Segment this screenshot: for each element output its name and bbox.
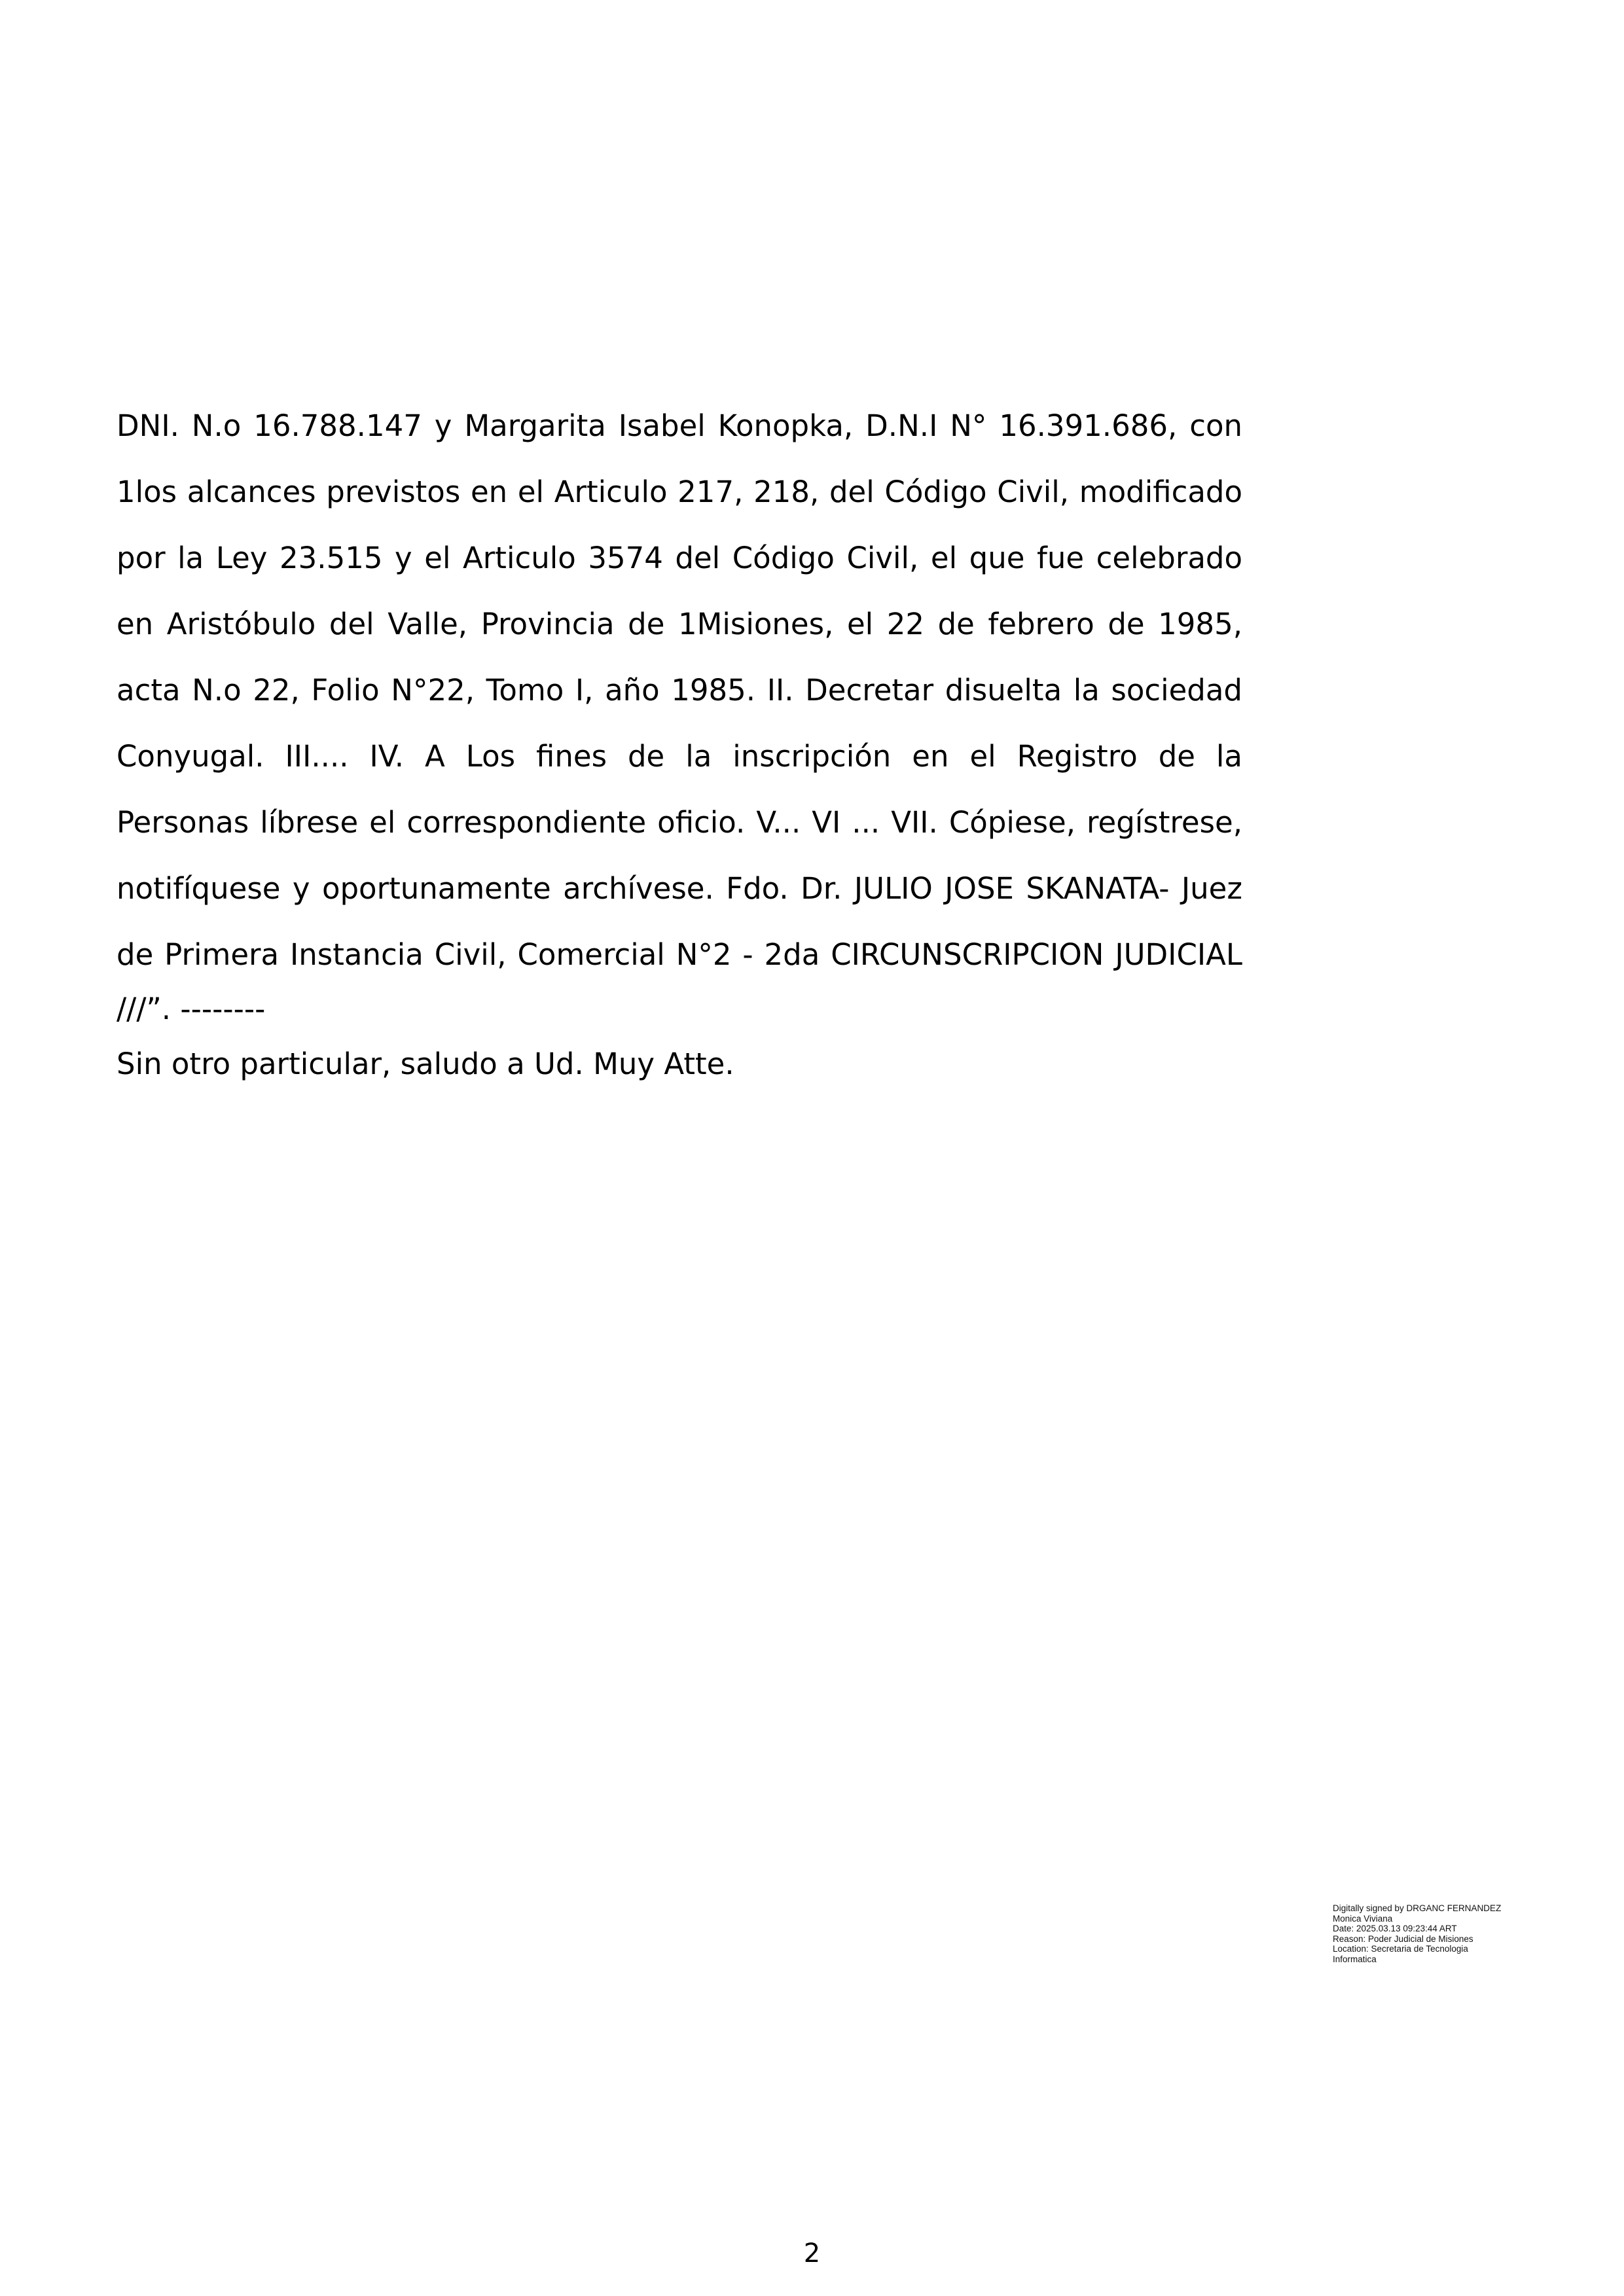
page-number: 2 — [803, 2238, 821, 2269]
signature-date: Date: 2025.03.13 09:23:44 ART — [1333, 1924, 1457, 1933]
body-line: acta N.o 22, Folio N°22, Tomo I, año 1985. II. Decretar disuelta la sociedad — [117, 673, 1242, 708]
body-line: ///”. -------- — [117, 992, 266, 1026]
signature-signer: Digitally signed by DRGANC FERNANDEZ — [1333, 1903, 1502, 1913]
digital-signature-block — [1333, 1903, 1549, 1964]
body-line: DNI. N.o 16.788.147 y Margarita Isabel Konopka, D.N.I N° 16.391.686, con — [117, 408, 1242, 443]
body-line: en Aristóbulo del Valle, Provincia de 1Misiones, el 22 de febrero de 1985, — [117, 607, 1242, 641]
signature-location: Location: Secretaria de Tecnologia — [1333, 1944, 1468, 1954]
resolution-text — [117, 393, 1242, 1097]
body-line: por la Ley 23.515 y el Articulo 3574 del Código Civil, el que fue celebrado — [117, 541, 1242, 575]
body-line: Conyugal. III.... IV. A Los fines de la inscripción en el Registro de la — [117, 739, 1242, 774]
signature-reason: Reason: Poder Judicial de Misiones — [1333, 1933, 1473, 1944]
signature-location-cont: Informatica — [1333, 1954, 1377, 1964]
body-line: 1los alcances previstos en el Articulo 217, 218, del Código Civil, modificado — [117, 475, 1242, 509]
signature-signer-name: Monica Viviana — [1333, 1913, 1393, 1924]
closing-line: Sin otro particular, saludo a Ud. Muy Atte. — [117, 1047, 734, 1081]
body-line: notifíquese y oportunamente archívese. Fdo. Dr. JULIO JOSE SKANATA- Juez — [117, 871, 1242, 906]
body-line: de Primera Instancia Civil, Comercial N°2 - 2da CIRCUNSCRIPCION JUDICIAL — [117, 937, 1242, 972]
body-line: Personas líbrese el correspondiente oficio. V... VI ... VII. Cópiese, regístrese, — [117, 805, 1242, 840]
